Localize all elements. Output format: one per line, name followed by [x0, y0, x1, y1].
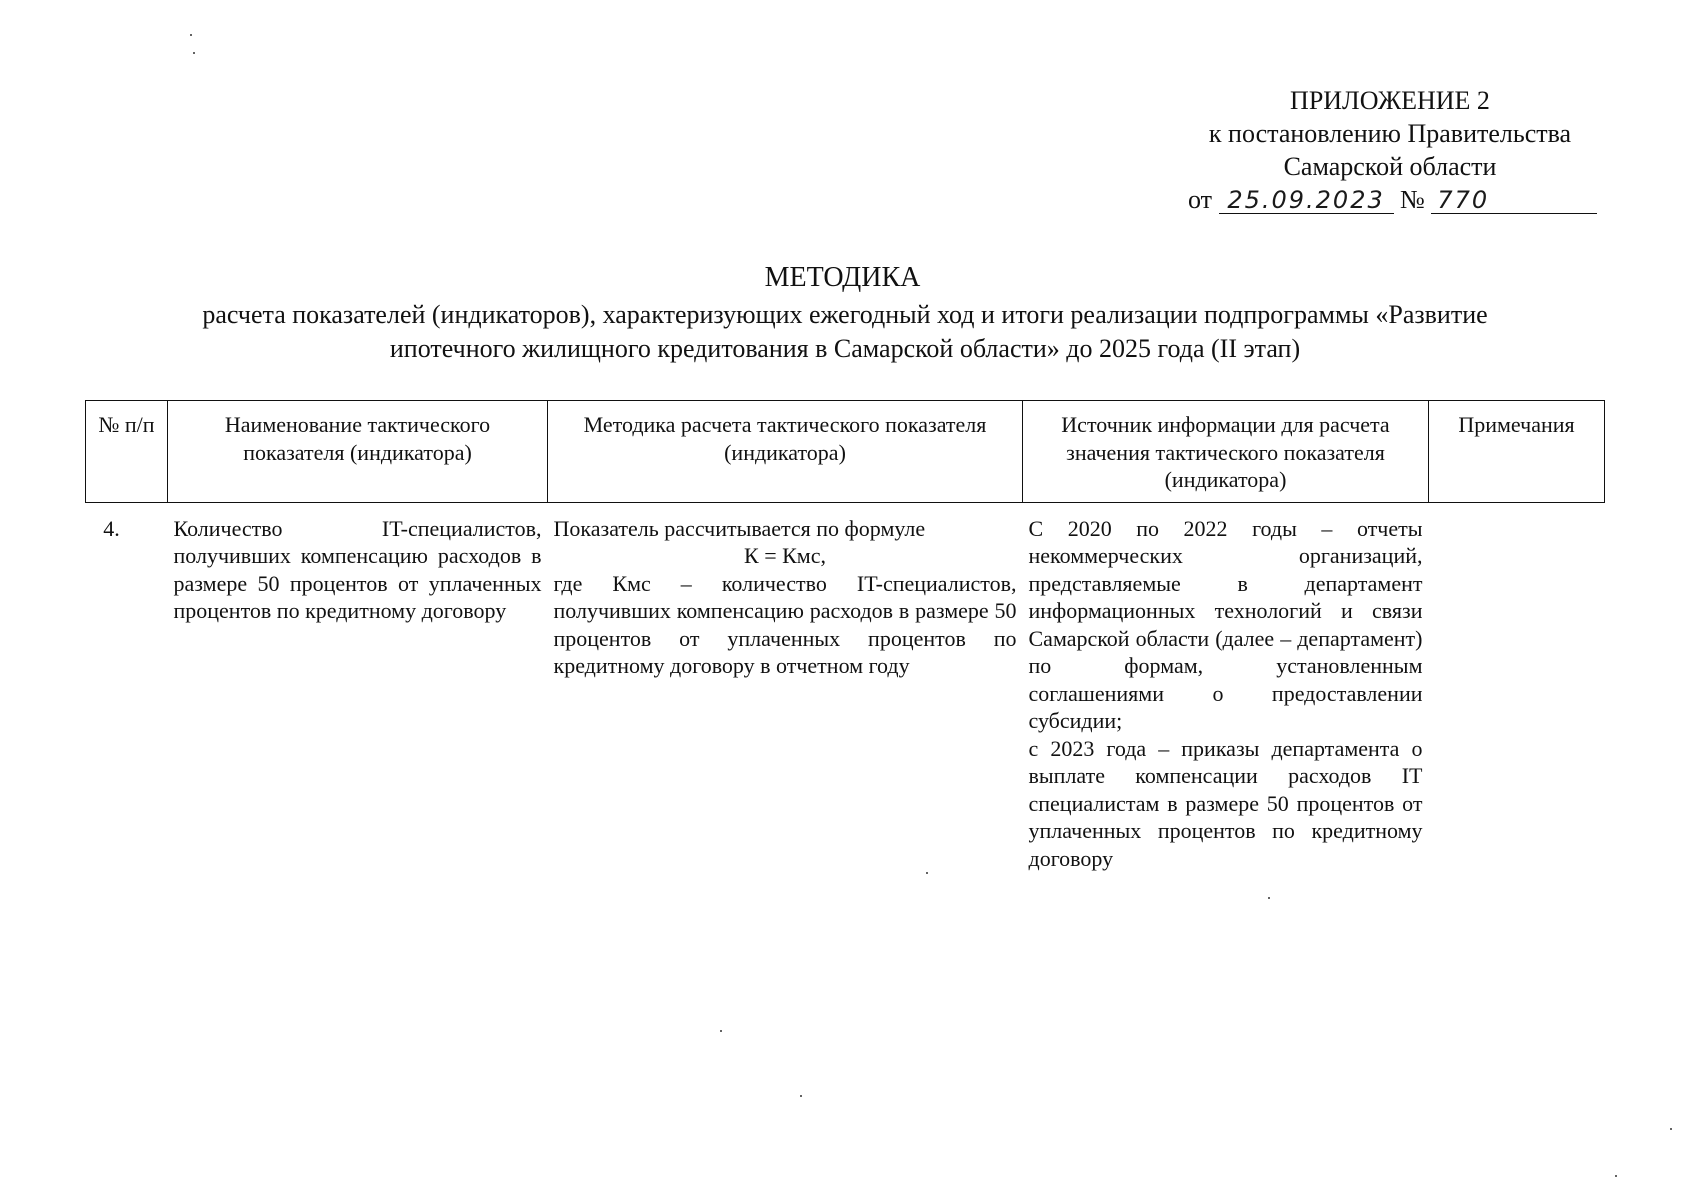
method-formula: К = Кмс, [744, 543, 826, 568]
appendix-header [1180, 84, 1600, 216]
row-source [1023, 502, 1429, 872]
header-method: Методика расчета тактического показателя (индикатора) [548, 401, 1023, 503]
appendix-line-1: к постановлению Правительства [1208, 119, 1572, 148]
row-indicator-name: Количество IT-специалистов, получивших компенсацию расходов в размере 50 процентов от уплаченных процентов по кредитному договору [173, 515, 542, 623]
number-sign: № [1400, 185, 1425, 214]
scan-speck [1670, 1128, 1672, 1130]
table-header-row [86, 401, 1605, 503]
handwritten-number: 770 [1431, 187, 1597, 214]
scan-speck [1268, 897, 1270, 899]
scan-speck [800, 1095, 802, 1097]
method-intro: Показатель рассчитывается по формуле [553, 515, 926, 541]
source-paragraph-1: С 2020 по 2022 годы – отчеты некоммерческих организаций, представляемые в департамент информационных технологий и связи Самарской области (далее – департамент) по формам, установленным соглашениями о предоставлении субсидии; [1028, 515, 1423, 733]
date-prefix: от [1188, 185, 1213, 214]
header-number: № п/п [86, 401, 168, 503]
scan-speck [190, 34, 192, 36]
source-paragraph-2: с 2023 года – приказы департамента о выплате компенсации расходов IT специалистам в размере 50 процентов от уплаченных процентов по кредитному договору [1028, 735, 1423, 871]
header-indicator-name: Наименование тактического показателя (индикатора) [168, 401, 548, 503]
scan-speck [193, 52, 195, 54]
row-method [548, 502, 1023, 872]
subtitle-line-2: ипотечного жилищного кредитования в Самарской области» до 2025 года (II этап) [389, 334, 1301, 363]
row-notes [1429, 502, 1605, 872]
document-title: МЕТОДИКА [764, 262, 921, 293]
header-source: Источник информации для расчета значения тактического показателя (индикатора) [1023, 401, 1429, 503]
appendix-date-line [1180, 183, 1600, 216]
row-number: 4. [103, 515, 120, 541]
document-subtitle [110, 298, 1580, 366]
scan-speck [720, 1030, 722, 1032]
scan-speck [926, 872, 928, 874]
appendix-title: ПРИЛОЖЕНИЕ 2 [1290, 86, 1490, 115]
subtitle-line-1: расчета показателей (индикаторов), характеризующих ежегодный ход и итоги реализации подпрограммы «Развитие [202, 300, 1488, 329]
table-row [86, 502, 1605, 872]
indicators-table [85, 400, 1605, 872]
scan-speck [1615, 1175, 1617, 1177]
appendix-line-2: Самарской области [1283, 152, 1497, 181]
header-notes: Примечания [1429, 401, 1605, 503]
handwritten-date: 25.09.2023 [1219, 187, 1394, 214]
method-description: где Кмс – количество IT-специалистов, получивших компенсацию расходов в размере 50 процентов от уплаченных процентов по кредитному договору в отчетном году [553, 570, 1017, 678]
